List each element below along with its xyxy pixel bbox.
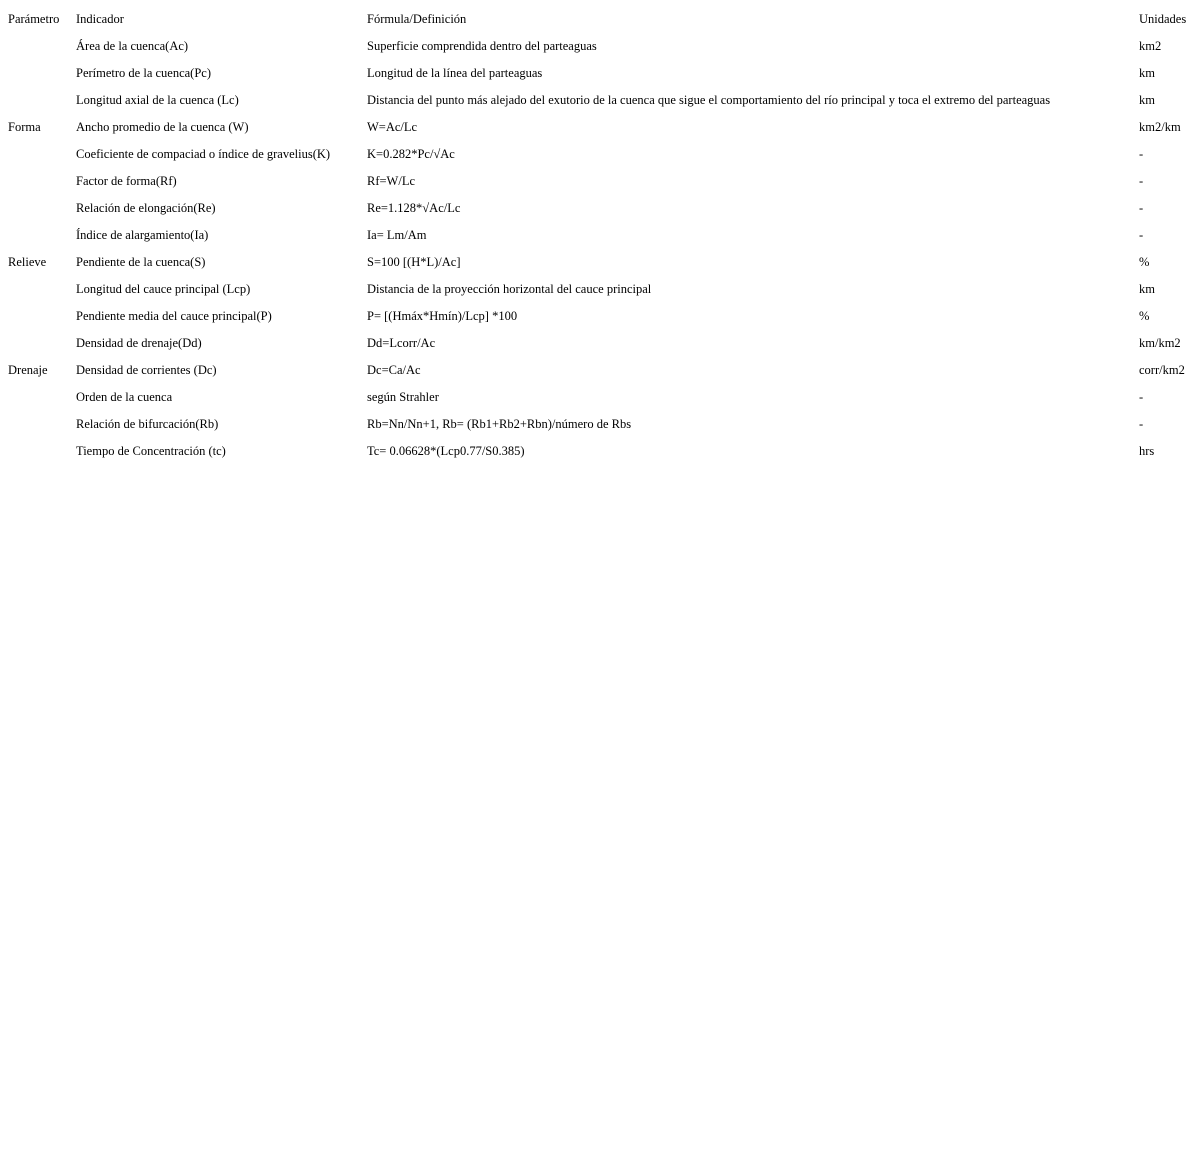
table-row [6,437,1193,464]
table-row [6,248,1193,275]
cell-unidades: - [1139,200,1144,215]
cell-formula: S=100 [(H*L)/Ac] [367,254,461,269]
cell-unidades: km2 [1139,38,1162,53]
cell-unidades: corr/km2 [1139,362,1185,377]
cell-parametro [6,329,74,356]
cell-unidades: km [1139,65,1155,80]
table-row [6,383,1193,410]
header-unidades: Unidades [1139,11,1187,26]
cell-parametro [6,275,74,302]
cell-unidades: km2/km [1139,119,1181,134]
table-row [6,194,1193,221]
cell-unidades: % [1139,308,1150,323]
table-row [6,221,1193,248]
cell-formula: Superficie comprendida dentro del parteaguas [367,38,597,53]
cell-indicador: Densidad de corrientes (Dc) [76,362,217,377]
cell-parametro [6,140,74,167]
cell-parametro [6,437,74,464]
cell-formula: según Strahler [367,389,439,404]
cell-unidades: - [1139,146,1144,161]
cell-formula: Rf=W/Lc [367,173,416,188]
cell-indicador: Tiempo de Concentración (tc) [76,443,226,458]
cell-unidades: - [1139,389,1144,404]
cell-parametro [6,167,74,194]
cell-parametro [6,302,74,329]
cell-unidades: km/km2 [1139,335,1181,350]
cell-formula: Re=1.128*√Ac/Lc [367,200,461,215]
cell-parametro [6,86,74,113]
table-header-row [6,5,1193,32]
cell-parametro [6,383,74,410]
cell-parametro: Relieve [8,254,47,269]
cell-formula: K=0.282*Pc/√Ac [367,146,455,161]
cell-unidades: - [1139,173,1144,188]
table-row [6,275,1193,302]
cell-formula: Distancia del punto más alejado del exutorio de la cuenca que sigue el comportamiento del río principal y toca el extremo del parteaguas [367,92,1051,107]
cell-formula: Longitud de la línea del parteaguas [367,65,543,80]
cell-indicador: Relación de elongación(Re) [76,200,216,215]
header-parametro: Parámetro [8,11,60,26]
cell-parametro [6,194,74,221]
table-row [6,113,1193,140]
cell-unidades: - [1139,227,1144,242]
table-row [6,32,1193,59]
table-row [6,140,1193,167]
cell-parametro: Forma [8,119,41,134]
cell-indicador: Factor de forma(Rf) [76,173,177,188]
cell-parametro [6,221,74,248]
cell-indicador: Área de la cuenca(Ac) [76,38,189,53]
cell-formula: Dd=Lcorr/Ac [367,335,436,350]
table-row [6,59,1193,86]
cell-indicador: Relación de bifurcación(Rb) [76,416,219,431]
cell-formula: Ia= Lm/Am [367,227,427,242]
cell-indicador: Orden de la cuenca [76,389,173,404]
cell-formula: Distancia de la proyección horizontal del cauce principal [367,281,652,296]
cell-unidades: - [1139,416,1144,431]
cell-indicador: Pendiente media del cauce principal(P) [76,308,272,323]
cell-formula: Dc=Ca/Ac [367,362,421,377]
cell-indicador: Índice de alargamiento(Ia) [76,227,209,242]
cell-indicador: Densidad de drenaje(Dd) [76,335,202,350]
table-row [6,356,1193,383]
cell-indicador: Longitud axial de la cuenca (Lc) [76,92,239,107]
cell-unidades: km [1139,92,1155,107]
cell-indicador: Coeficiente de compaciad o índice de gravelius(K) [76,146,331,161]
cell-unidades: hrs [1139,443,1155,458]
table-row [6,329,1193,356]
cell-indicador: Longitud del cauce principal (Lcp) [76,281,251,296]
cell-parametro [6,59,74,86]
table-row [6,167,1193,194]
cell-parametro: Drenaje [8,362,48,377]
header-formula: Fórmula/Definición [367,11,467,26]
cell-indicador: Perímetro de la cuenca(Pc) [76,65,212,80]
cell-parametro [6,410,74,437]
cell-unidades: km [1139,281,1155,296]
table-row [6,86,1193,113]
cell-formula: W=Ac/Lc [367,119,418,134]
cell-indicador: Pendiente de la cuenca(S) [76,254,206,269]
cell-unidades: % [1139,254,1150,269]
cell-formula: P= [(Hmáx*Hmín)/Lcp] *100 [367,308,518,323]
cell-formula: Tc= 0.06628*(Lcp0.77/S0.385) [367,443,525,458]
cell-parametro [6,32,74,59]
parameters-table [6,5,1193,464]
table-row [6,302,1193,329]
header-indicador: Indicador [76,11,124,26]
table-row [6,410,1193,437]
cell-indicador: Ancho promedio de la cuenca (W) [76,119,249,134]
cell-formula: Rb=Nn/Nn+1, Rb= (Rb1+Rb2+Rbn)/número de Rbs [367,416,632,431]
